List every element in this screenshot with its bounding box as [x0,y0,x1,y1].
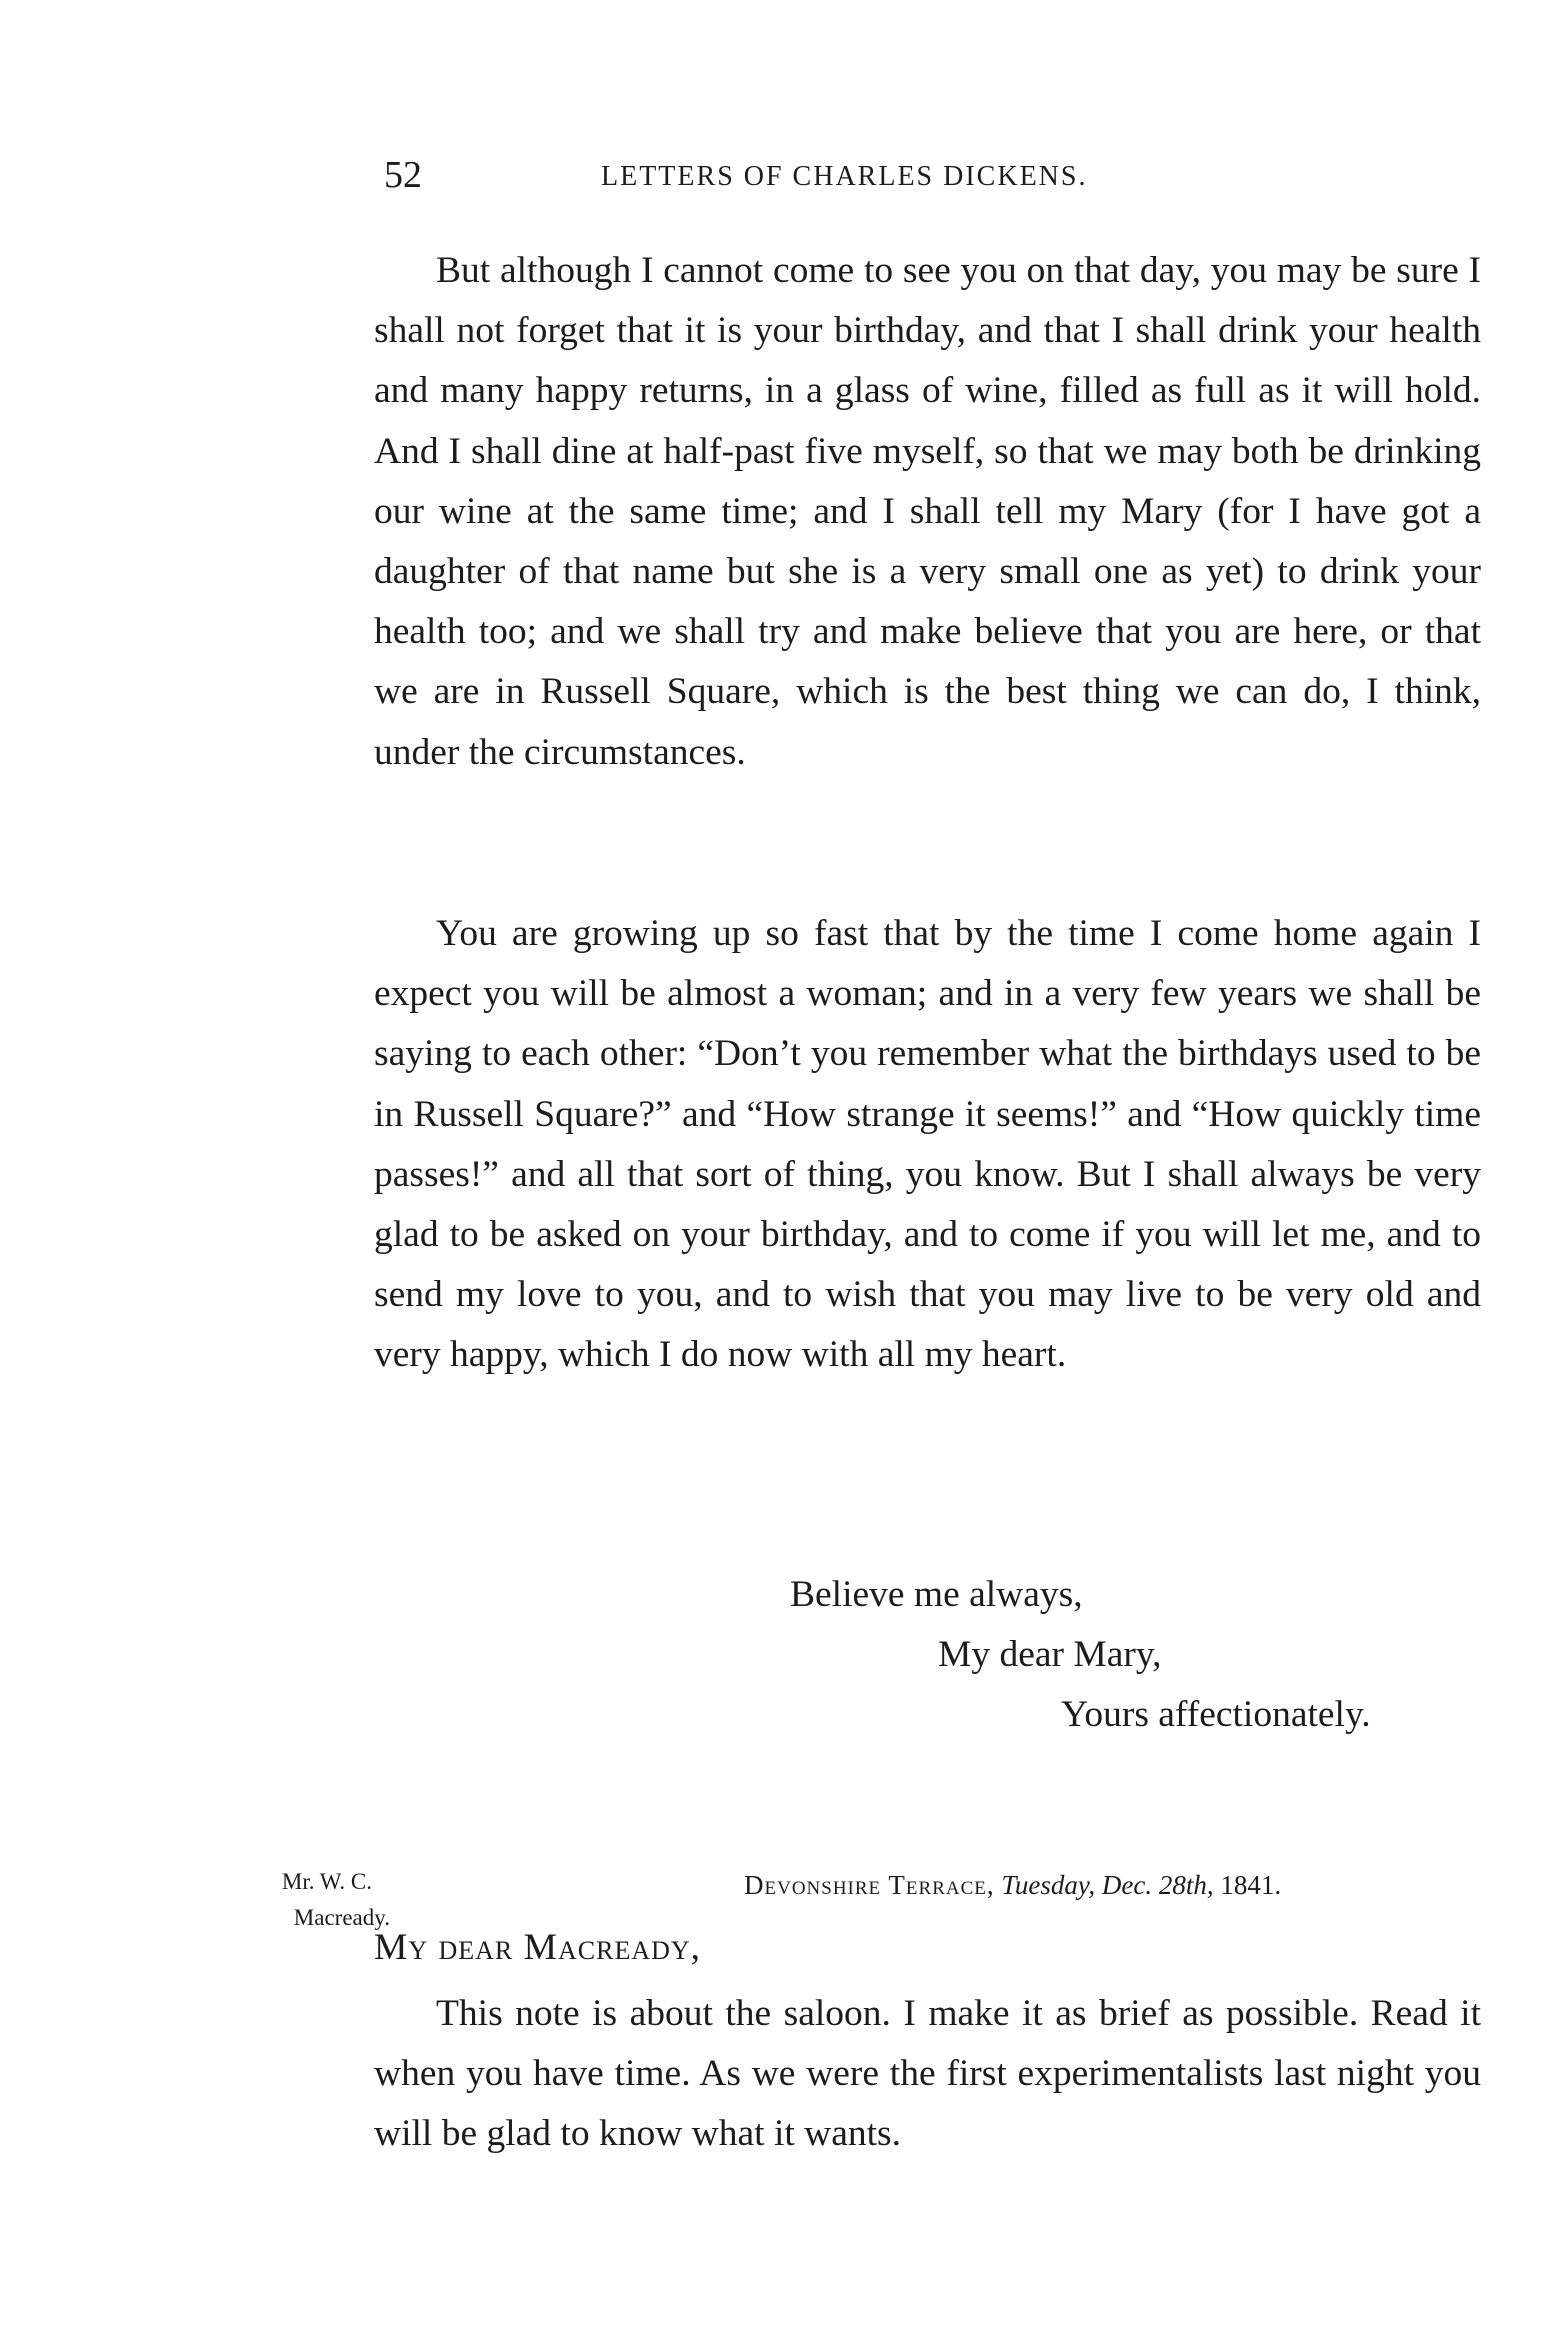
margin-note-line-1: Mr. W. C. [281,1869,372,1894]
running-head [384,150,1474,200]
body-paragraph-3: This note is about the saloon. I make it as brief as possible. Read it when you have time. As we were the first experimentalists last night you will be glad to know what it wants. [374,1993,1481,2155]
dateline-place: Devonshire Terrace, [744,1870,995,1900]
page-number: 52 [384,154,422,196]
margin-note [200,1864,390,1936]
closing-line-2: My dear Mary, [938,1634,1162,1675]
dateline-year: 1841. [1220,1870,1282,1900]
running-title: LETTERS OF CHARLES DICKENS. [601,161,1088,192]
dateline-day: Tuesday, Dec. 28th, [1001,1870,1214,1900]
dateline [744,1864,1281,1906]
salutation: My dear Macready, [374,1927,702,1968]
closing-line-1: Believe me always, [790,1574,1083,1615]
body-paragraph-1: But although I cannot come to see you on that day, you may be sure I shall not forget that it is your birthday, and that I shall drink your health and many happy returns, in a glass of wine, filled as full as it will hold. And I shall dine at half-past five myself, so that we may both be drinking our wine at the same time; and I shall tell my Mary (for I have got a daughter of that name but she is a very small one as yet) to drink your health too; and we shall try and make believe that you are here, or that we are in Russell Square, which is the best thing we can do, I think, under the circumstances. [374,250,1481,773]
closing-line-3: Yours affectionately. [1061,1694,1371,1735]
margin-note-line-2: Macready. [293,1905,390,1930]
body-paragraph-2: You are growing up so fast that by the time I come home again I expect you will be almost a woman; and in a very few years we shall be saying to each other: “Don’t you remember what the birthdays used to be in Russell Square?” and “How strange it seems!” and “How quickly time passes!” and all that sort of thing, you know. But I shall always be very glad to be asked on your birthday, and to come if you will let me, and to send my love to you, and to wish that you may live to be very old and very happy, which I do now with all my heart. [374,913,1481,1376]
